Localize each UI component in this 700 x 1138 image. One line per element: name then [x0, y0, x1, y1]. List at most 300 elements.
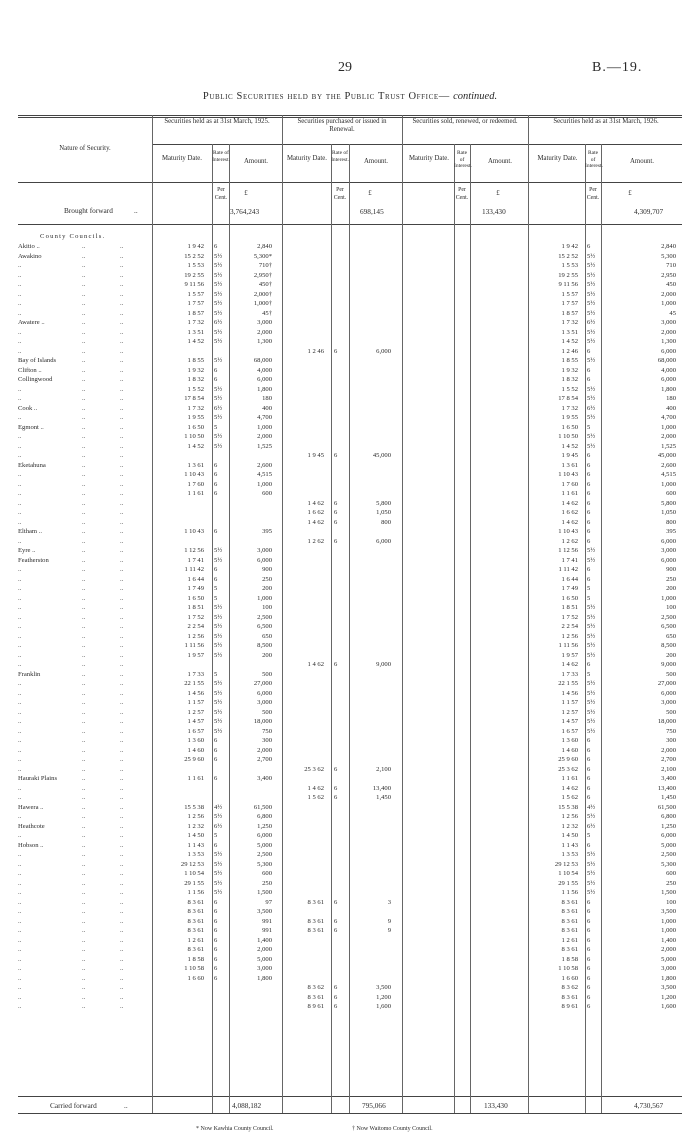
rate-1926: 5½ — [587, 718, 596, 725]
dots-a: .. — [82, 813, 86, 820]
table-row — [0, 964, 700, 973]
maturity-1925: 1 7 33 — [187, 670, 204, 678]
maturity-1926: 1 4 56 — [561, 689, 578, 697]
maturity-purchased: 1 4 62 — [307, 784, 324, 792]
maturity-1926: 1 9 32 — [561, 366, 578, 374]
rate-1925: 6 — [214, 528, 218, 535]
amount-1926: 1,200 — [661, 993, 676, 1001]
table-row — [0, 575, 700, 584]
rate-1926: 4½ — [587, 803, 596, 811]
table-row — [0, 831, 700, 840]
maturity-1925: 1 10 43 — [184, 528, 204, 535]
unit-percent-1: Per Cent. — [214, 187, 228, 201]
amount-1925: 3,000 — [257, 319, 272, 326]
amount-1925: 200 — [262, 651, 272, 659]
amount-1926: 180 — [666, 395, 676, 402]
rate-purchased: 6 — [334, 509, 338, 516]
maturity-1925: 22 1 55 — [184, 680, 204, 687]
maturity-1926: 15 5 38 — [558, 803, 578, 811]
maturity-1925: 8 3 61 — [187, 927, 204, 934]
name-cell: .. — [18, 480, 22, 488]
maturity-1926: 1 2 57 — [561, 708, 578, 716]
dots-a: .. — [82, 841, 86, 849]
maturity-1926: 1 11 42 — [558, 566, 578, 573]
name-cell: .. — [18, 898, 22, 906]
maturity-1925: 1 8 57 — [187, 309, 204, 317]
maturity-1926: 1 1 61 — [561, 490, 578, 497]
name-cell: Cook .. — [18, 404, 38, 412]
dots-b: .. — [120, 518, 124, 526]
rate-1925: 6 — [214, 575, 218, 583]
amount-1926: 9,000 — [661, 661, 676, 668]
rate-purchased: 6 — [334, 927, 338, 934]
table-bottom-rule — [18, 1113, 682, 1114]
rate-1925: 6 — [214, 471, 218, 478]
maturity-1925: 1 6 44 — [187, 575, 204, 583]
name-cell: .. — [18, 490, 22, 497]
table-row — [0, 280, 700, 289]
rate-1926: 5½ — [587, 442, 596, 450]
dots-a: .. — [82, 319, 86, 326]
rate-1925: 6 — [214, 841, 218, 849]
amount-1926: 6,500 — [661, 623, 676, 630]
amount-1925: 450† — [258, 281, 272, 288]
rate-1925: 6 — [214, 566, 218, 573]
amount-1925: 250 — [262, 575, 272, 583]
rate-1926: 6 — [587, 499, 591, 507]
amount-purchased: 9,000 — [376, 661, 391, 668]
amount-1925: 2,950† — [253, 271, 272, 279]
rate-1925: 5½ — [214, 604, 223, 611]
dots-a: .. — [82, 936, 86, 944]
amount-1926: 2,100 — [661, 765, 676, 773]
amount-1926: 6,800 — [661, 813, 676, 820]
maturity-1925: 1 4 60 — [187, 746, 204, 754]
rate-1925: 5½ — [214, 357, 223, 364]
table-row — [0, 271, 700, 280]
name-cell: .. — [18, 737, 22, 744]
maturity-1925: 1 11 42 — [184, 566, 204, 573]
dots-a: .. — [82, 632, 86, 640]
maturity-1925: 1 8 32 — [187, 376, 204, 383]
rate-1926: 5½ — [587, 414, 596, 421]
maturity-1926: 15 2 52 — [558, 252, 578, 260]
dots-b: .. — [120, 262, 124, 269]
header-maturity-3: Maturity Date. — [408, 155, 449, 162]
name-cell: .. — [18, 870, 22, 877]
rate-1925: 5½ — [214, 290, 223, 298]
name-cell: .. — [18, 756, 22, 763]
maturity-1925: 1 4 52 — [187, 338, 204, 345]
dots-b: .. — [120, 328, 124, 336]
rate-1925: 6 — [214, 756, 218, 763]
rate-1925: 6 — [214, 955, 218, 963]
table-row — [0, 508, 700, 517]
maturity-1925: 1 4 57 — [187, 718, 204, 725]
dots-a: .. — [82, 385, 86, 393]
dots-b: .. — [120, 452, 124, 459]
table-row — [0, 736, 700, 745]
dots-a: .. — [82, 974, 86, 982]
maturity-1925: 1 9 57 — [187, 651, 204, 659]
maturity-1925: 2 2 54 — [187, 623, 204, 630]
dots-a: .. — [82, 680, 86, 687]
amount-1926: 100 — [666, 898, 676, 906]
maturity-1926: 1 10 43 — [558, 471, 578, 478]
maturity-1925: 1 4 50 — [187, 832, 204, 839]
maturity-1925: 1 10 54 — [184, 870, 204, 877]
maturity-1925: 1 5 52 — [187, 385, 204, 393]
maturity-1925: 19 2 55 — [184, 271, 204, 279]
amount-1926: 1,525 — [661, 442, 676, 450]
maturity-1926: 8 3 61 — [561, 946, 578, 953]
maturity-1926: 1 2 62 — [561, 537, 578, 545]
table-row — [0, 774, 700, 783]
dots-b: .. — [120, 509, 124, 516]
amount-1926: 3,000 — [661, 319, 676, 326]
amount-1926: 800 — [666, 518, 676, 526]
unit-pound-3: £ — [496, 190, 500, 197]
amount-1926: 4,000 — [661, 366, 676, 374]
maturity-1926: 1 7 60 — [561, 480, 578, 488]
header-amount-3: Amount. — [488, 158, 512, 165]
dots-b: .. — [120, 395, 124, 402]
table-row — [0, 309, 700, 318]
dots-a: .. — [82, 870, 86, 877]
dots-b: .. — [120, 898, 124, 906]
name-cell: .. — [18, 965, 22, 972]
rate-1926: 6 — [587, 775, 591, 782]
maturity-purchased: 8 3 61 — [307, 898, 324, 906]
maturity-1925: 8 3 61 — [187, 917, 204, 925]
rate-1925: 6 — [214, 965, 218, 972]
rate-1925: 5½ — [214, 395, 223, 402]
table-row — [0, 698, 700, 707]
maturity-1926: 1 8 32 — [561, 376, 578, 383]
maturity-purchased: 1 6 62 — [307, 509, 324, 516]
rate-1926: 5½ — [587, 651, 596, 659]
rate-purchased: 6 — [334, 452, 338, 459]
rate-1926: 6 — [587, 471, 591, 478]
dots-a: .. — [82, 879, 86, 887]
dots-a: .. — [82, 689, 86, 697]
amount-1925: 3,000 — [257, 965, 272, 972]
dots-a: .. — [82, 395, 86, 402]
amount-purchased: 9 — [387, 917, 391, 925]
maturity-1925: 1 6 50 — [187, 594, 204, 602]
amount-1925: 180 — [262, 395, 272, 402]
dots-b: .. — [120, 271, 124, 279]
amount-1925: 710† — [258, 262, 272, 269]
dots-b: .. — [120, 357, 124, 364]
rate-purchased: 6 — [334, 984, 338, 991]
dots-a: .. — [82, 490, 86, 497]
maturity-1926: 1 2 61 — [561, 936, 578, 944]
amount-1925: 600 — [262, 490, 272, 497]
maturity-1926: 17 8 54 — [558, 395, 578, 402]
brought-forward-rule — [18, 224, 682, 225]
maturity-1926: 8 9 61 — [561, 1003, 578, 1010]
amount-1926: 1,000 — [661, 917, 676, 925]
maturity-1926: 1 10 50 — [558, 433, 578, 440]
rate-1926: 5 — [587, 832, 591, 839]
rate-1926: 5½ — [587, 433, 596, 440]
dots-a: .. — [82, 556, 86, 564]
maturity-1926: 1 6 50 — [561, 423, 578, 431]
maturity-1926: 1 2 32 — [561, 822, 578, 830]
rate-1926: 6 — [587, 518, 591, 526]
dots-b: .. — [120, 670, 124, 678]
rate-1926: 6 — [587, 984, 591, 991]
table-row — [0, 974, 700, 983]
page-number: 29 — [338, 60, 352, 75]
table-row — [0, 385, 700, 394]
table-row — [0, 299, 700, 308]
rate-1925: 5½ — [214, 300, 223, 307]
dots-b: .. — [120, 556, 124, 564]
amount-1926: 18,000 — [657, 718, 676, 725]
amount-1926: 1,050 — [661, 509, 676, 516]
rate-purchased: 6 — [334, 784, 338, 792]
table-row — [0, 907, 700, 916]
maturity-1926: 1 3 61 — [561, 461, 578, 469]
amount-1926: 1,600 — [661, 1003, 676, 1010]
maturity-1925: 1 11 56 — [184, 642, 204, 649]
rate-1926: 6 — [587, 784, 591, 792]
dots-b: .. — [120, 613, 124, 621]
dots-a: .. — [82, 908, 86, 915]
amount-1925: 991 — [262, 927, 272, 934]
name-cell: .. — [18, 499, 22, 507]
table-row — [0, 850, 700, 859]
rate-1925: 6 — [214, 746, 218, 754]
dots-b: .. — [120, 385, 124, 393]
maturity-1926: 1 8 51 — [561, 604, 578, 611]
unit-percent-4: Per Cent. — [586, 187, 600, 201]
dots-b: .. — [120, 480, 124, 488]
rate-1926: 6 — [587, 490, 591, 497]
dots-a: .. — [82, 575, 86, 583]
dots-b: .. — [120, 708, 124, 716]
amount-1925: 6,500 — [257, 623, 272, 630]
amount-1926: 27,000 — [657, 680, 676, 687]
amount-1926: 4,700 — [661, 414, 676, 421]
amount-1926: 1,300 — [661, 338, 676, 345]
maturity-1925: 9 11 56 — [184, 281, 204, 288]
maturity-1926: 1 11 56 — [558, 642, 578, 649]
rate-1926: 5½ — [587, 309, 596, 317]
dots-b: .. — [120, 936, 124, 944]
dots-b: .. — [120, 737, 124, 744]
amount-1926: 2,500 — [661, 613, 676, 621]
rate-1926: 5½ — [587, 252, 596, 260]
amount-1926: 45 — [669, 309, 676, 317]
rate-1925: 6 — [214, 775, 218, 782]
rate-1926: 6 — [587, 737, 591, 744]
maturity-1926: 1 2 46 — [561, 347, 578, 355]
dots-a: .. — [82, 290, 86, 298]
maturity-1925: 1 12 56 — [184, 547, 204, 554]
amount-1925: 250 — [262, 879, 272, 887]
rate-1925: 5 — [214, 423, 218, 431]
rate-1925: 5½ — [214, 613, 223, 621]
rate-1925: 5½ — [214, 680, 223, 687]
name-cell: .. — [18, 974, 22, 982]
name-cell: .. — [18, 984, 22, 991]
amount-1926: 6,000 — [661, 556, 676, 564]
maturity-1926: 1 4 62 — [561, 499, 578, 507]
dots-a: .. — [82, 718, 86, 725]
rate-1926: 5 — [587, 594, 591, 602]
maturity-purchased: 1 4 62 — [307, 518, 324, 526]
table-row — [0, 565, 700, 574]
rate-1926: 5½ — [587, 632, 596, 640]
rate-1926: 6 — [587, 794, 591, 801]
amount-1926: 68,000 — [657, 357, 676, 364]
rate-1925: 5½ — [214, 281, 223, 288]
dots-b: .. — [120, 974, 124, 982]
name-cell: .. — [18, 860, 22, 868]
amount-purchased: 9 — [387, 927, 391, 934]
title-main: Public Securities held by the Public Trust Office— — [202, 91, 450, 102]
dots-a: .. — [82, 518, 86, 526]
dots-b: .. — [120, 471, 124, 478]
name-cell: .. — [18, 347, 22, 355]
document-reference: B.—19. — [592, 60, 643, 75]
page-title — [0, 91, 700, 102]
rate-1926: 5½ — [587, 851, 596, 858]
rate-1925: 6 — [214, 461, 218, 469]
rate-1926: 6 — [587, 765, 591, 773]
dots-b: .. — [120, 414, 124, 421]
maturity-1926: 8 3 61 — [561, 917, 578, 925]
dots-a: .. — [82, 993, 86, 1001]
amount-1926: 3,000 — [661, 965, 676, 972]
table-row — [0, 793, 700, 802]
amount-1926: 300 — [666, 737, 676, 744]
rate-1925: 5½ — [214, 262, 223, 269]
title-continued: continued. — [453, 91, 498, 102]
rate-1925: 6 — [214, 946, 218, 953]
maturity-1926: 1 10 58 — [558, 965, 578, 972]
rate-1925: 5½ — [214, 889, 223, 896]
dots-b: .. — [120, 594, 124, 602]
amount-1925: 2,500 — [257, 851, 272, 858]
amount-1926: 6,000 — [661, 347, 676, 355]
rate-1925: 5 — [214, 585, 218, 592]
rate-1926: 6 — [587, 746, 591, 754]
amount-1926: 3,500 — [661, 908, 676, 915]
amount-1925: 3,500 — [257, 908, 272, 915]
maturity-1926: 1 2 56 — [561, 813, 578, 820]
amount-1925: 1,000 — [257, 423, 272, 431]
name-cell: .. — [18, 594, 22, 602]
maturity-1925: 1 9 55 — [187, 414, 204, 421]
maturity-1925: 15 5 38 — [184, 803, 204, 811]
header-maturity-2: Maturity Date. — [286, 155, 327, 162]
name-cell: .. — [18, 414, 22, 421]
amount-1926: 4,515 — [661, 471, 676, 478]
amount-purchased: 6,000 — [376, 347, 391, 355]
amount-1925: 18,000 — [253, 718, 272, 725]
unit-percent-2: Per Cent. — [333, 187, 347, 201]
maturity-1926: 1 8 57 — [561, 309, 578, 317]
dots-b: .. — [120, 309, 124, 317]
dots-b: .. — [120, 860, 124, 868]
dots-b: .. — [120, 461, 124, 469]
rate-1926: 6 — [587, 841, 591, 849]
dots-a: .. — [82, 889, 86, 896]
rate-1926: 5½ — [587, 271, 596, 279]
rate-1926: 6½ — [587, 319, 596, 326]
amount-1926: 2,000 — [661, 433, 676, 440]
amount-1925: 8,500 — [257, 642, 272, 649]
dots-b: .. — [120, 661, 124, 668]
maturity-1926: 1 9 57 — [561, 651, 578, 659]
dots-a: .. — [82, 623, 86, 630]
dots-a: .. — [82, 898, 86, 906]
amount-purchased: 3 — [387, 898, 391, 906]
dots-a: .. — [82, 547, 86, 554]
maturity-1926: 8 3 61 — [561, 993, 578, 1001]
amount-1925: 2,500 — [257, 613, 272, 621]
rate-purchased: 6 — [334, 917, 338, 925]
maturity-1926: 1 4 60 — [561, 746, 578, 754]
table-row — [0, 651, 700, 660]
name-cell: .. — [18, 262, 22, 269]
name-cell: .. — [18, 718, 22, 725]
rate-1926: 5½ — [587, 642, 596, 649]
amount-1926: 13,400 — [657, 784, 676, 792]
rate-1926: 6 — [587, 461, 591, 469]
table-row — [0, 784, 700, 793]
rate-1925: 6½ — [214, 404, 223, 412]
amount-purchased: 2,100 — [376, 765, 391, 773]
table-row — [0, 860, 700, 869]
dots-b: .. — [120, 423, 124, 431]
rate-1925: 5½ — [214, 870, 223, 877]
dots-b: .. — [120, 765, 124, 773]
rate-purchased: 6 — [334, 499, 338, 507]
amount-1926: 61,500 — [657, 803, 676, 811]
name-cell: .. — [18, 727, 22, 735]
maturity-1925: 1 2 61 — [187, 936, 204, 944]
dots-b: .. — [120, 243, 124, 250]
amount-1926: 1,000 — [661, 594, 676, 602]
name-cell: .. — [18, 879, 22, 887]
amount-1926: 2,950 — [661, 271, 676, 279]
maturity-1925: 15 2 52 — [184, 252, 204, 260]
table-row — [0, 546, 700, 555]
rate-1926: 6 — [587, 898, 591, 906]
dots-a: .. — [82, 594, 86, 602]
rate-1925: 5½ — [214, 718, 223, 725]
header-amount-1: Amount. — [244, 158, 268, 165]
maturity-1926: 1 6 57 — [561, 727, 578, 735]
name-cell: .. — [18, 993, 22, 1001]
dots-a: .. — [82, 642, 86, 649]
amount-1925: 97 — [265, 898, 272, 906]
amount-1925: 6,000 — [257, 556, 272, 564]
maturity-purchased: 1 2 46 — [307, 347, 324, 355]
maturity-1925: 1 6 60 — [187, 974, 204, 982]
carried-forward-g4: 4,730,567 — [634, 1101, 664, 1110]
dots-b: .. — [120, 442, 124, 450]
maturity-1926: 1 1 43 — [561, 841, 578, 849]
maturity-1926: 1 7 49 — [561, 585, 578, 592]
rate-1926: 6 — [587, 452, 591, 459]
amount-1925: 1,000 — [257, 480, 272, 488]
